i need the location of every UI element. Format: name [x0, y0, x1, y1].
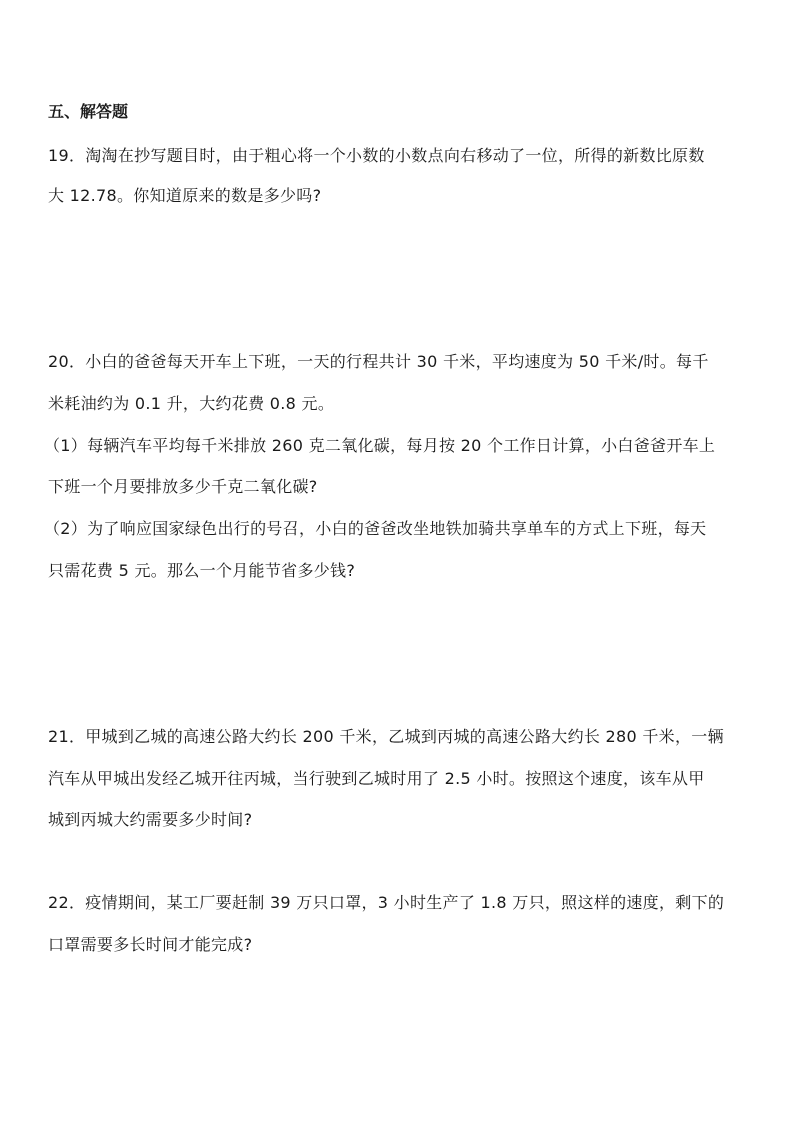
question-22-line-1: 22．疫情期间，某工厂要赶制 39 万只口罩，3 小时生产了 1.8 万只，照这样的速度，剩下的 — [48, 893, 725, 912]
section-heading: 五、解答题 — [48, 102, 129, 121]
question-21-line-1: 21．甲城到乙城的高速公路大约长 200 千米，乙城到丙城的高速公路大约长 280 千米，一辆 — [48, 727, 724, 746]
question-21-line-3: 城到丙城大约需要多少时间? — [48, 810, 253, 829]
question-21-line-2: 汽车从甲城出发经乙城开往丙城，当行驶到乙城时用了 2.5 小时。按照这个速度，该车从甲 — [48, 769, 705, 788]
question-19-line-1: 19．淘淘在抄写题目时，由于粗心将一个小数的小数点向右移动了一位，所得的新数比原数 — [48, 146, 705, 165]
question-20-part-2-line-2: 只需花费 5 元。那么一个月能节省多少钱? — [48, 561, 356, 580]
question-20-part-1-line-1: （1）每辆汽车平均每千米排放 260 克二氧化碳，每月按 20 个工作日计算，小白爸爸开车上 — [44, 436, 716, 455]
question-20-part-1-line-2: 下班一个月要排放多少千克二氧化碳? — [48, 477, 318, 496]
question-19-line-2: 大 12.78。你知道原来的数是多少吗? — [48, 186, 322, 205]
question-20-line-1: 20．小白的爸爸每天开车上下班，一天的行程共计 30 千米，平均速度为 50 千米/时。每千 — [48, 352, 709, 371]
question-20-line-2: 米耗油约为 0.1 升，大约花费 0.8 元。 — [48, 394, 335, 413]
question-22-line-2: 口罩需要多长时间才能完成? — [48, 935, 253, 954]
question-20-part-2-line-1: （2）为了响应国家绿色出行的号召，小白的爸爸改坐地铁加骑共享单车的方式上下班，每天 — [44, 519, 707, 538]
